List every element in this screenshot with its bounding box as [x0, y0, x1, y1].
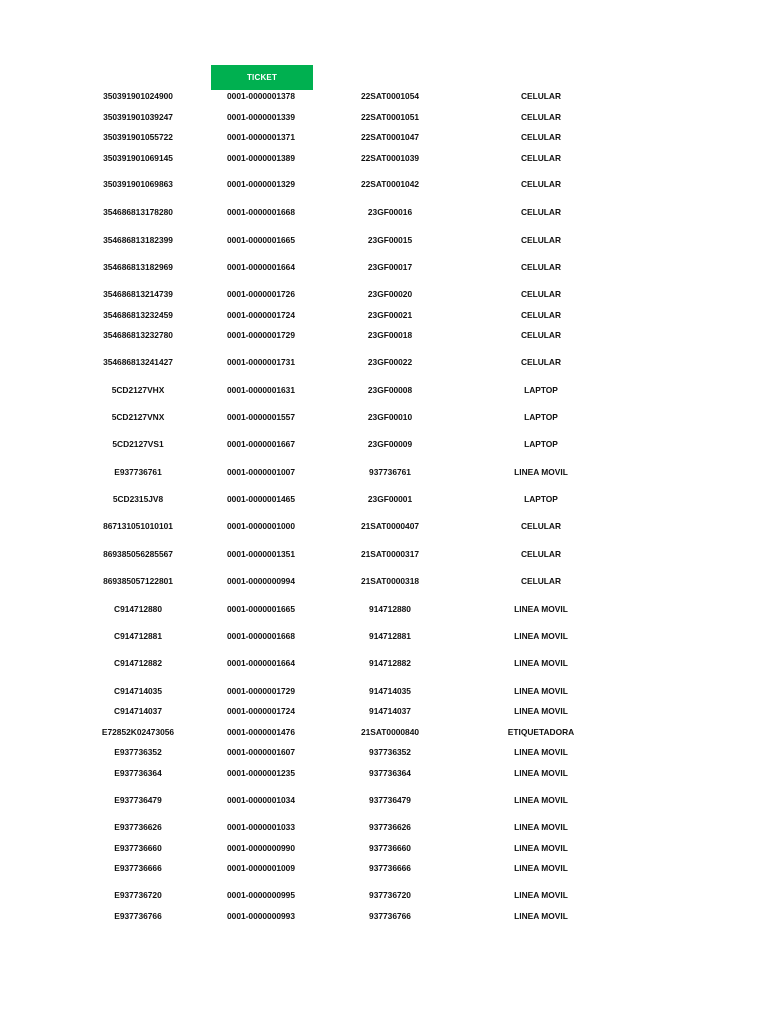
device-id-cell: 5CD2315JV8	[112, 494, 164, 504]
device-id-cell: 350391901055722	[103, 132, 173, 142]
code-cell: 914712880	[369, 604, 411, 614]
device-id-cell: 869385057122801	[103, 576, 173, 586]
code-cell: 937736479	[369, 795, 411, 805]
ticket-cell: 0001-0000001724	[227, 706, 295, 716]
table-row	[0, 438, 768, 450]
device-id-cell: 354686813241427	[103, 357, 173, 367]
device-id-cell: C914712880	[114, 604, 162, 614]
ticket-cell: 0001-0000001339	[227, 112, 295, 122]
device-id-cell: E72852K02473056	[101, 727, 175, 737]
code-cell: 21SAT0000317	[360, 549, 420, 559]
device-id-cell: 5CD2127VS1	[112, 439, 164, 449]
table-row	[0, 384, 768, 396]
device-id-cell: 350391901039247	[103, 112, 173, 122]
device-type-cell: LINEA MOVIL	[514, 467, 568, 477]
table-row	[0, 288, 768, 300]
ticket-cell: 0001-0000001664	[227, 658, 295, 668]
code-cell: 914712882	[369, 658, 411, 668]
device-type-cell: CELULAR	[520, 289, 561, 299]
ticket-cell: 0001-0000001329	[227, 179, 295, 189]
device-type-cell: LAPTOP	[524, 439, 558, 449]
device-type-cell: LAPTOP	[524, 385, 558, 395]
code-cell: 21SAT0000318	[360, 576, 420, 586]
table-row	[0, 842, 768, 854]
code-cell: 914714037	[369, 706, 411, 716]
ticket-cell: 0001-0000001557	[227, 412, 295, 422]
code-cell: 937736364	[369, 768, 411, 778]
device-type-cell: CELULAR	[520, 112, 561, 122]
code-cell: 937736352	[369, 747, 411, 757]
code-cell: 22SAT0001054	[360, 91, 420, 101]
ticket-cell: 0001-0000001465	[227, 494, 295, 504]
table-row	[0, 548, 768, 560]
device-type-cell: CELULAR	[520, 153, 561, 163]
table-row	[0, 705, 768, 717]
table-row	[0, 657, 768, 669]
table-row	[0, 111, 768, 123]
table-row	[0, 131, 768, 143]
code-cell: 22SAT0001042	[360, 179, 420, 189]
table-row	[0, 889, 768, 901]
code-cell: 23GF00015	[367, 235, 413, 245]
ticket-cell: 0001-0000001724	[227, 310, 295, 320]
table-row	[0, 493, 768, 505]
table-row	[0, 520, 768, 532]
table-row	[0, 726, 768, 738]
code-cell: 937736720	[369, 890, 411, 900]
device-id-cell: C914712882	[114, 658, 162, 668]
ticket-cell: 0001-0000001033	[227, 822, 295, 832]
device-type-cell: LINEA MOVIL	[514, 795, 568, 805]
ticket-cell: 0001-0000001000	[227, 521, 295, 531]
device-type-cell: CELULAR	[520, 207, 561, 217]
code-cell: 23GF00018	[367, 330, 413, 340]
device-id-cell: 354686813182969	[103, 262, 173, 272]
table-row	[0, 178, 768, 190]
ticket-cell: 0001-0000001631	[227, 385, 295, 395]
table-row	[0, 411, 768, 423]
code-cell: 21SAT0000840	[360, 727, 420, 737]
device-type-cell: CELULAR	[520, 357, 561, 367]
device-type-cell: CELULAR	[520, 310, 561, 320]
ticket-column-header: TICKET	[211, 65, 313, 90]
device-type-cell: CELULAR	[520, 521, 561, 531]
code-cell: 937736626	[369, 822, 411, 832]
table-row	[0, 329, 768, 341]
device-type-cell: CELULAR	[520, 576, 561, 586]
code-cell: 23GF00001	[367, 494, 413, 504]
device-id-cell: C914714035	[114, 686, 162, 696]
device-type-cell: LINEA MOVIL	[514, 706, 568, 716]
table-row	[0, 767, 768, 779]
code-cell: 22SAT0001051	[360, 112, 420, 122]
ticket-cell: 0001-0000001729	[227, 330, 295, 340]
table-row	[0, 821, 768, 833]
code-cell: 23GF00021	[367, 310, 413, 320]
device-id-cell: 350391901069145	[103, 153, 173, 163]
table-row	[0, 794, 768, 806]
table-row	[0, 575, 768, 587]
code-cell: 22SAT0001047	[360, 132, 420, 142]
table-row	[0, 466, 768, 478]
table-row	[0, 685, 768, 697]
device-type-cell: LAPTOP	[524, 412, 558, 422]
device-id-cell: E937736766	[114, 911, 162, 921]
device-type-cell: CELULAR	[520, 549, 561, 559]
device-id-cell: E937736364	[114, 768, 162, 778]
device-type-cell: CELULAR	[520, 330, 561, 340]
ticket-cell: 0001-0000001476	[227, 727, 295, 737]
device-type-cell: CELULAR	[520, 132, 561, 142]
ticket-cell: 0001-0000000990	[227, 843, 295, 853]
device-id-cell: E937736626	[114, 822, 162, 832]
device-id-cell: 5CD2127VNX	[111, 412, 165, 422]
ticket-cell: 0001-0000001665	[227, 604, 295, 614]
ticket-cell: 0001-0000001378	[227, 91, 295, 101]
code-cell: 937736766	[369, 911, 411, 921]
device-id-cell: E937736720	[114, 890, 162, 900]
code-cell: 23GF00022	[367, 357, 413, 367]
code-cell: 937736660	[369, 843, 411, 853]
ticket-cell: 0001-0000001726	[227, 289, 295, 299]
ticket-cell: 0001-0000001731	[227, 357, 295, 367]
device-id-cell: 354686813182399	[103, 235, 173, 245]
ticket-cell: 0001-0000001668	[227, 207, 295, 217]
ticket-cell: 0001-0000001235	[227, 768, 295, 778]
ticket-cell: 0001-0000000993	[227, 911, 295, 921]
code-cell: 937736666	[369, 863, 411, 873]
code-cell: 23GF00016	[367, 207, 413, 217]
code-cell: 22SAT0001039	[360, 153, 420, 163]
table-row	[0, 234, 768, 246]
device-id-cell: 5CD2127VHX	[111, 385, 165, 395]
code-cell: 914712881	[369, 631, 411, 641]
ticket-cell: 0001-0000001371	[227, 132, 295, 142]
device-type-cell: LINEA MOVIL	[514, 822, 568, 832]
device-id-cell: E937736761	[114, 467, 162, 477]
device-id-cell: 354686813178280	[103, 207, 173, 217]
device-id-cell: 350391901024900	[103, 91, 173, 101]
device-type-cell: LINEA MOVIL	[514, 604, 568, 614]
ticket-cell: 0001-0000001667	[227, 439, 295, 449]
device-id-cell: C914714037	[114, 706, 162, 716]
code-cell: 23GF00017	[367, 262, 413, 272]
device-id-cell: 354686813232780	[103, 330, 173, 340]
ticket-cell: 0001-0000001607	[227, 747, 295, 757]
ticket-cell: 0001-0000001664	[227, 262, 295, 272]
table-row	[0, 746, 768, 758]
device-type-cell: LAPTOP	[524, 494, 558, 504]
code-cell: 23GF00009	[367, 439, 413, 449]
device-type-cell: LINEA MOVIL	[514, 863, 568, 873]
device-id-cell: E937736352	[114, 747, 162, 757]
device-type-cell: LINEA MOVIL	[514, 631, 568, 641]
device-type-cell: CELULAR	[520, 235, 561, 245]
device-id-cell: E937736666	[114, 863, 162, 873]
table-row	[0, 910, 768, 922]
device-type-cell: LINEA MOVIL	[514, 768, 568, 778]
table-row	[0, 90, 768, 102]
table-row	[0, 630, 768, 642]
ticket-cell: 0001-0000001668	[227, 631, 295, 641]
code-cell: 937736761	[369, 467, 411, 477]
ticket-cell: 0001-0000001034	[227, 795, 295, 805]
device-type-cell: CELULAR	[520, 91, 561, 101]
device-type-cell: LINEA MOVIL	[514, 686, 568, 696]
code-cell: 23GF00020	[367, 289, 413, 299]
table-row	[0, 309, 768, 321]
table-row	[0, 261, 768, 273]
device-type-cell: LINEA MOVIL	[514, 658, 568, 668]
table-row	[0, 862, 768, 874]
device-id-cell: C914712881	[114, 631, 162, 641]
ticket-cell: 0001-0000000994	[227, 576, 295, 586]
device-id-cell: E937736660	[114, 843, 162, 853]
code-cell: 23GF00008	[367, 385, 413, 395]
ticket-cell: 0001-0000000995	[227, 890, 295, 900]
ticket-cell: 0001-0000001729	[227, 686, 295, 696]
ticket-cell: 0001-0000001351	[227, 549, 295, 559]
ticket-cell: 0001-0000001007	[227, 467, 295, 477]
table-row	[0, 206, 768, 218]
device-id-cell: 869385056285567	[103, 549, 173, 559]
ticket-cell: 0001-0000001665	[227, 235, 295, 245]
table-row	[0, 152, 768, 164]
device-id-cell: 354686813232459	[103, 310, 173, 320]
code-cell: 914714035	[369, 686, 411, 696]
ticket-cell: 0001-0000001389	[227, 153, 295, 163]
device-type-cell: LINEA MOVIL	[514, 843, 568, 853]
device-type-cell: CELULAR	[520, 262, 561, 272]
device-type-cell: CELULAR	[520, 179, 561, 189]
device-type-cell: LINEA MOVIL	[514, 890, 568, 900]
table-row	[0, 603, 768, 615]
code-cell: 23GF00010	[367, 412, 413, 422]
device-type-cell: LINEA MOVIL	[514, 747, 568, 757]
ticket-cell: 0001-0000001009	[227, 863, 295, 873]
device-type-cell: LINEA MOVIL	[514, 911, 568, 921]
device-id-cell: 867131051010101	[103, 521, 173, 531]
device-id-cell: 354686813214739	[103, 289, 173, 299]
code-cell: 21SAT0000407	[360, 521, 420, 531]
device-id-cell: 350391901069863	[103, 179, 173, 189]
table-row	[0, 356, 768, 368]
device-id-cell: E937736479	[114, 795, 162, 805]
device-type-cell: ETIQUETADORA	[507, 727, 575, 737]
